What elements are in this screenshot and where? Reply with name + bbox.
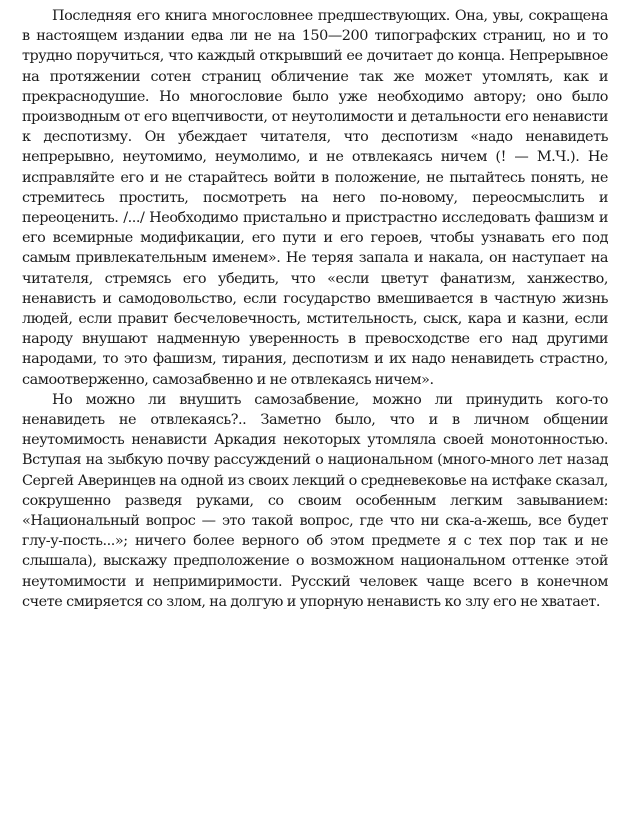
paragraph-2: Но можно ли внушить самозабвение, можно ли принудить кого-то ненавидеть не отвлекаясь?.. Заметно было, что и в личном общении неутомимость ненависти Аркадия некоторых утомляла своей монотонностью. Вступая на зыбкую почву рассуждений о национальном (много-много лет назад Сергей Аверинцев на одной из своих лекций о средневековье на истфаке сказал, сокрушенно разведя руками, со своим особенным легким завыванием: «Национальный вопрос — это такой вопрос, где что ни ска-а-жешь, все будет глу-у-пость...»; ничего более верного об этом предмете я с тех пор так и не слышала), выскажу предположение о возможном национальном оттенке этой неутомимости и непримиримости. Русский человек чаще всего в конечном счете смиряется со злом, на долгую и упорную ненависть ко злу его не хватает. bbox=[22, 391, 608, 610]
document-page bbox=[22, 6, 608, 612]
paragraph-1: Последняя его книга многословнее предшествующих. Она, увы, сокращена в настоящем издании едва ли не на 150—200 типографских страниц, но и то трудно поручиться, что каждый открывший ее дочитает до конца. Непрерывное на протяжении сотен страниц обличение так же может утомлять, как и прекраснодушие. Но многословие было уже необходимо автору; оно было производным от его вцепчивости, от неутолимости и детальности его ненависти к деспотизму. Он убеждает читателя, что деспотизм «надо ненавидеть непрерывно, неутомимо, неумолимо, и не отвлекаясь ничем (! — М.Ч.). Не исправляйте его и не старайтесь войти в положение, не пытайтесь понять, не стремитесь простить, посмотреть на него по-новому, переосмыслить и переоценить. /.../ Необходимо пристально и пристрастно исследовать фашизм и его всемирные модификации, его пути и его героев, чтобы узнавать его под самым привлекательным именем». Не теряя запала и накала, он наступает на читателя, стремясь его убедить, что «если цветут фанатизм, ханжество, ненависть и самодовольство, если государство вмешивается в частную жизнь людей, если правит бесчеловечность, мстительность, сыск, кара и казни, если народу внушают надменную уверенность в превосходстве его над другими народами, то это фашизм, тирания, деспотизм и их надо ненавидеть страстно, самоотверженно, самозабвенно и не отвлекаясь ничем». bbox=[22, 8, 608, 388]
